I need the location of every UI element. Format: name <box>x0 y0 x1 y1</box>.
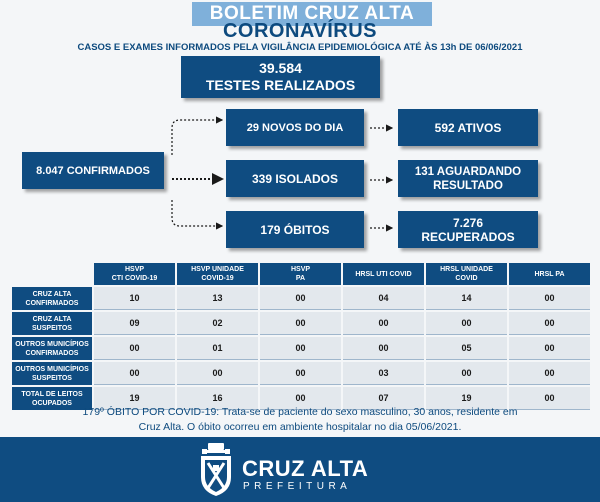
table-cell: 00 <box>426 362 507 385</box>
bulletin-note: CASOS E EXAMES INFORMADOS PELA VIGILÂNCIA EPIDEMIOLÓGICA ATÉ ÀS 13h DE 06/06/2021 <box>77 42 523 53</box>
table-cell: 00 <box>260 362 341 385</box>
column-header: HRSL PA <box>509 263 590 285</box>
footer-sub: PREFEITURA <box>243 481 352 492</box>
bulletin-subtitle: CORONAVÍRUS <box>222 20 378 42</box>
row-header: CRUZ ALTA SUSPEITOS <box>12 312 92 335</box>
recovered-label: RECUPERADOS <box>421 229 515 244</box>
footnote-line2: Cruz Alta. O óbito ocorreu em ambiente hospitalar no dia 05/06/2021. <box>138 421 462 433</box>
deaths-label: 179 ÓBITOS <box>260 222 330 237</box>
table-cell: 00 <box>260 312 341 335</box>
table-cell: 00 <box>343 337 424 360</box>
table-cell: 00 <box>343 312 424 335</box>
table-cell: 00 <box>260 337 341 360</box>
active-label: 592 ATIVOS <box>434 120 502 135</box>
deaths-box <box>226 211 364 248</box>
table-cell: 01 <box>177 337 258 360</box>
table-cell: 00 <box>509 362 590 385</box>
column-header: HRSL UNIDADE COVID <box>426 263 507 285</box>
row-header: OUTROS MUNICÍPIOS CONFIRMADOS <box>12 337 92 360</box>
isolated-box <box>226 160 364 197</box>
table-cell: 07 <box>343 387 424 410</box>
table-cell: 00 <box>177 362 258 385</box>
isolated-label: 339 ISOLADOS <box>251 171 339 186</box>
table-cell: 00 <box>509 287 590 310</box>
table-cell: 04 <box>343 287 424 310</box>
row-header: TOTAL DE LEITOS OCUPADOS <box>12 387 92 410</box>
table-cell: 02 <box>177 312 258 335</box>
table-cell: 14 <box>426 287 507 310</box>
table-header-row <box>12 263 590 285</box>
table-cell: 05 <box>426 337 507 360</box>
table-cell: 10 <box>94 287 175 310</box>
table-row <box>12 362 590 385</box>
awaiting-box <box>398 160 538 197</box>
table-cell: 00 <box>426 312 507 335</box>
new-today-box <box>226 109 364 146</box>
bulletin-title: BOLETIM CRUZ ALTA <box>192 2 432 26</box>
column-header: HSVP CTI COVID-19 <box>94 263 175 285</box>
table-cell: 16 <box>177 387 258 410</box>
tests-label: TESTES REALIZADOS <box>205 77 356 93</box>
table-corner <box>12 263 92 285</box>
table-row <box>12 312 590 335</box>
confirmed-box <box>22 152 164 189</box>
table-cell: 00 <box>260 387 341 410</box>
active-box <box>398 109 538 146</box>
new-today-label: 29 NOVOS DO DIA <box>246 121 344 134</box>
table-cell: 00 <box>509 387 590 410</box>
death-footnote <box>20 405 580 435</box>
table-cell: 00 <box>509 312 590 335</box>
recovered-box <box>398 211 538 248</box>
confirmed-label: 8.047 CONFIRMADOS <box>36 164 150 177</box>
awaiting-line1: 131 AGUARDANDO <box>414 165 522 178</box>
table-cell: 00 <box>94 362 175 385</box>
footnote-line1: 179º ÓBITO POR COVID-19: Trata-se de paciente do sexo masculino, 30 anos, residente em <box>82 406 518 418</box>
awaiting-line2: RESULTADO <box>433 179 503 192</box>
table-cell: 19 <box>94 387 175 410</box>
table-cell: 13 <box>177 287 258 310</box>
beds-table <box>10 261 592 412</box>
footer-brand: CRUZ ALTA <box>242 456 369 481</box>
tests-box <box>181 56 380 98</box>
tests-value: 39.584 <box>259 60 302 76</box>
coat-of-arms-icon <box>196 441 236 499</box>
table-row <box>12 287 590 310</box>
row-header: CRUZ ALTA CONFIRMADOS <box>12 287 92 310</box>
table-cell: 00 <box>509 337 590 360</box>
column-header: HRSL UTI COVID <box>343 263 424 285</box>
table-cell: 09 <box>94 312 175 335</box>
row-header: OUTROS MUNICÍPIOS SUSPEITOS <box>12 362 92 385</box>
recovered-value: 7.276 <box>452 215 484 230</box>
table-cell: 00 <box>260 287 341 310</box>
table-cell: 19 <box>426 387 507 410</box>
column-header: HSVP UNIDADE COVID-19 <box>177 263 258 285</box>
table-cell: 03 <box>343 362 424 385</box>
table-cell: 00 <box>94 337 175 360</box>
column-header: HSVP PA <box>260 263 341 285</box>
table-row <box>12 337 590 360</box>
